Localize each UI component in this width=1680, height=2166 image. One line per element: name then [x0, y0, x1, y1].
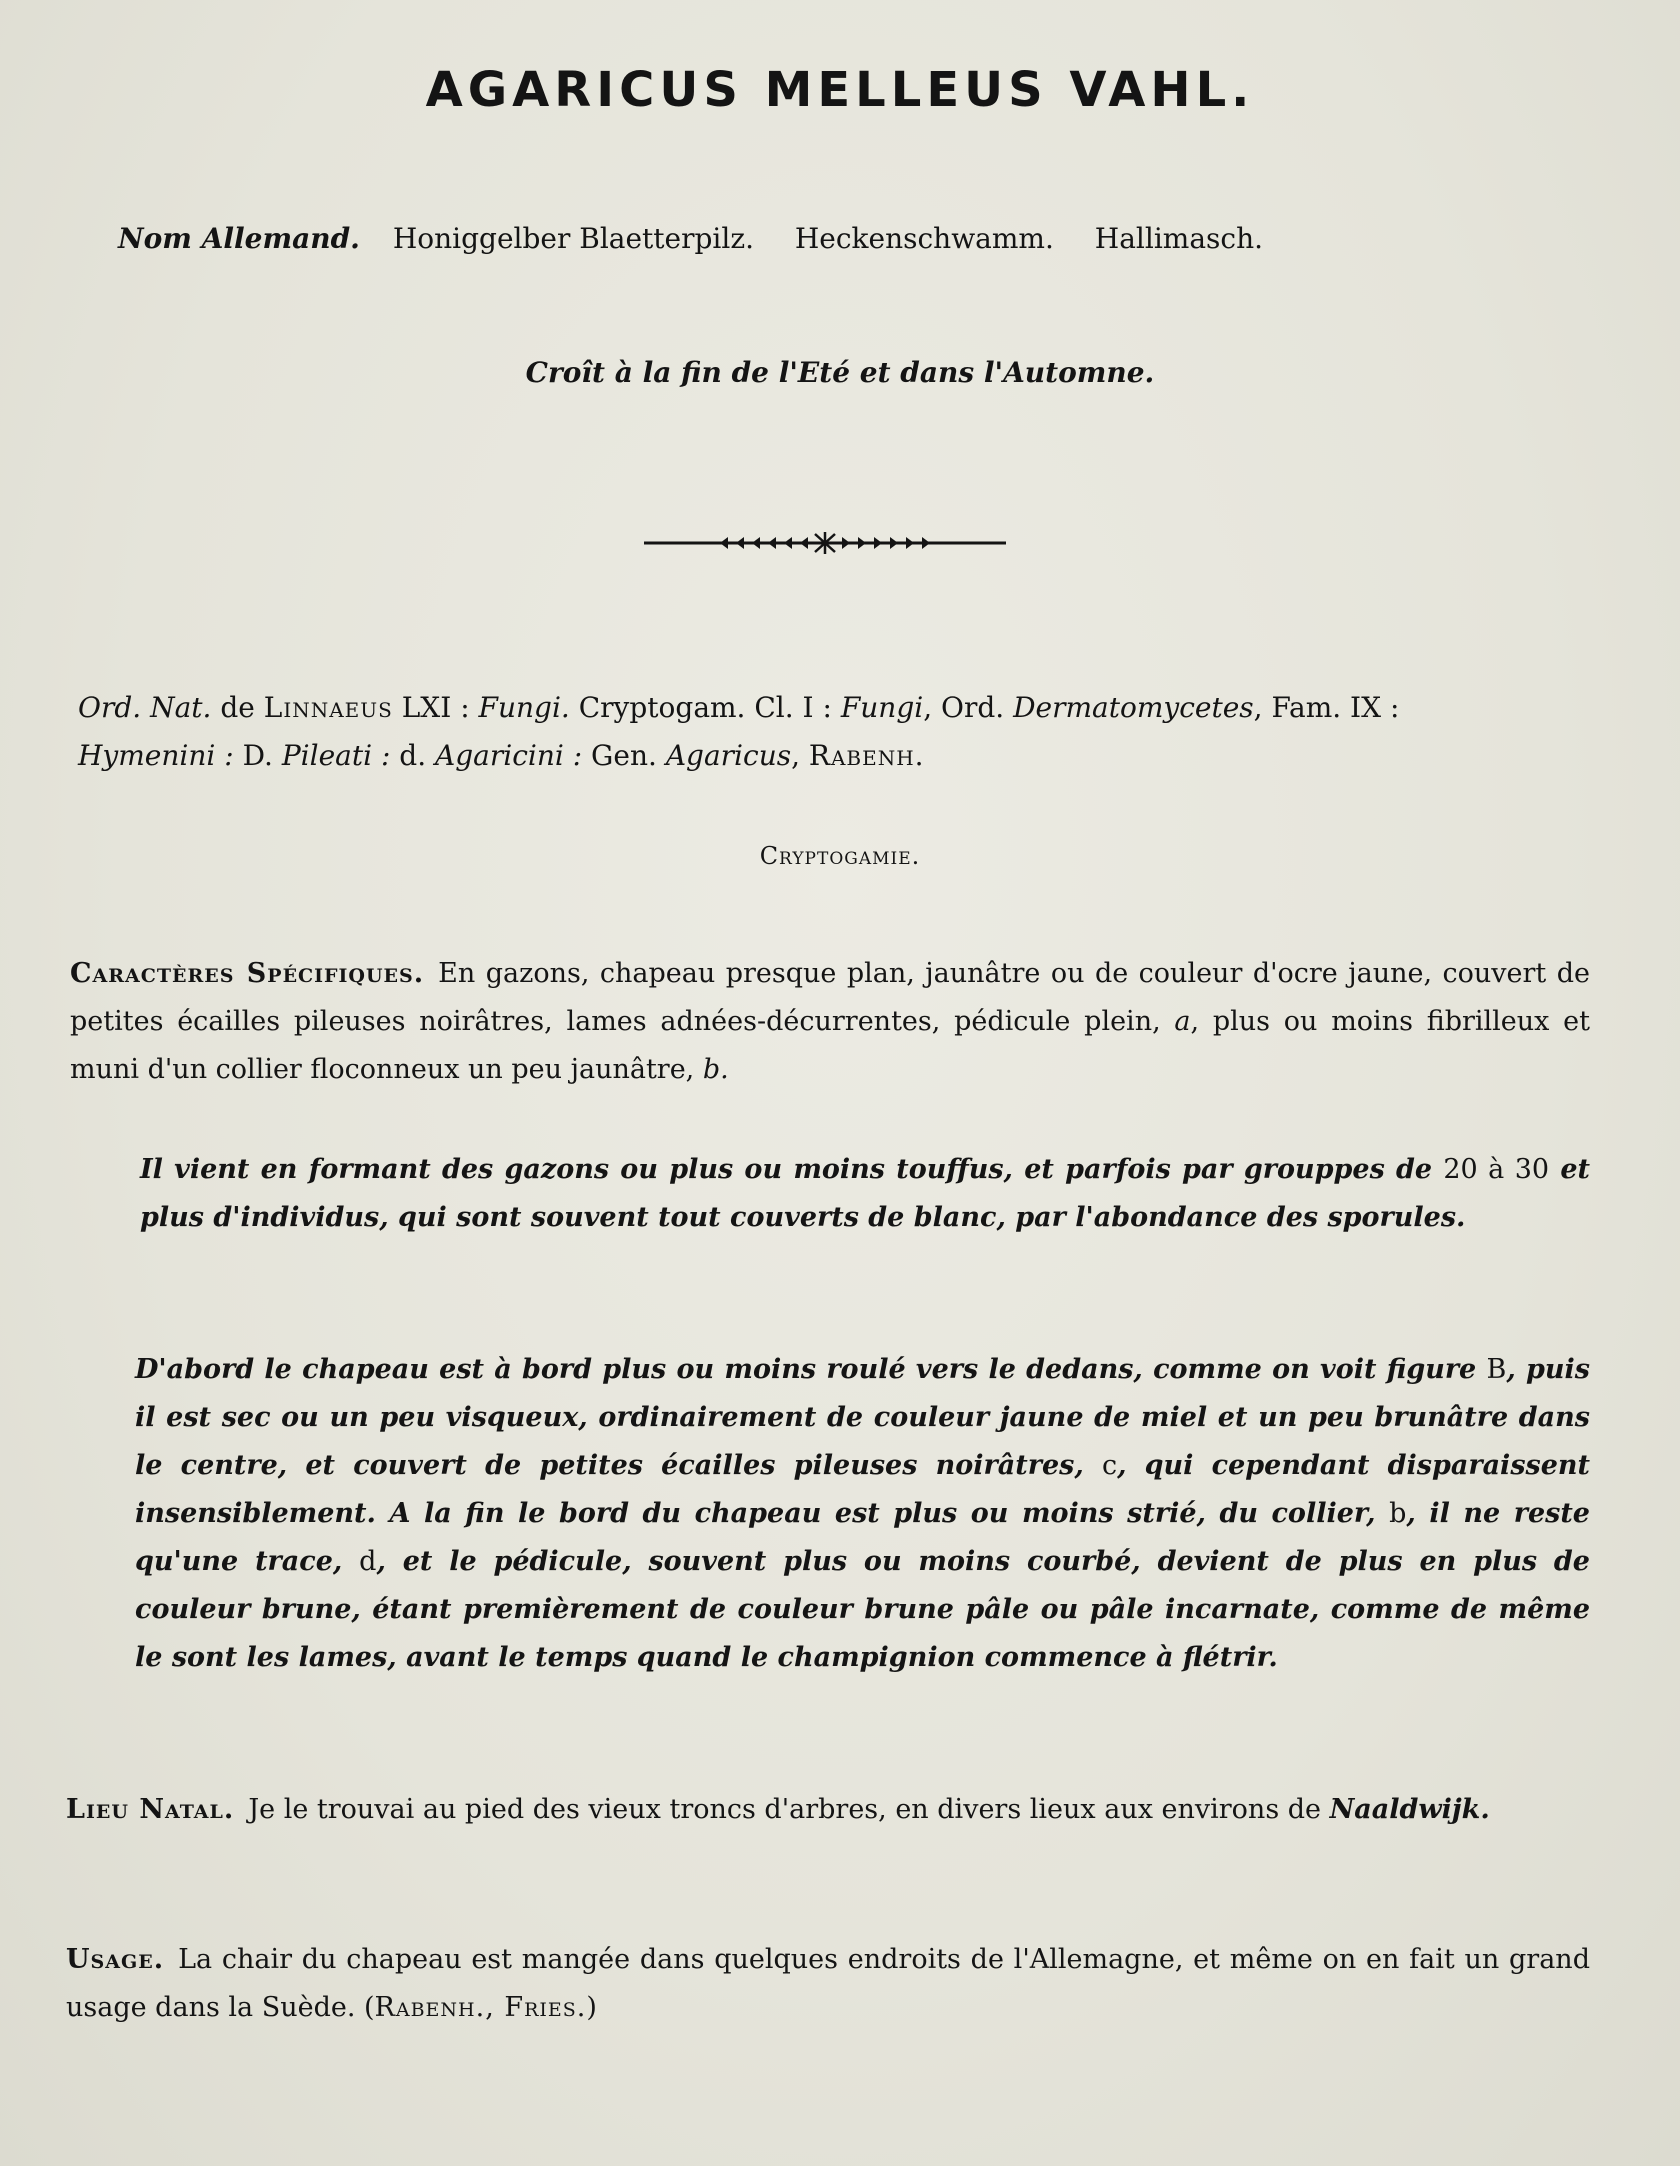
growth-paragraph: [140, 1146, 1590, 1242]
paragraph-text: Il vient en formant des gazons ou plus ou moins touffus, et parfois par grouppes de: [140, 1154, 1444, 1185]
season-line: Croît à la fin de l'Eté et dans l'Automne.: [525, 356, 1155, 389]
german-name-3: Hallimasch.: [1094, 222, 1264, 255]
class-author: Rabenh.: [808, 739, 925, 772]
section-text: En gazons, chapeau presque plan, jaunâtre ou de couleur d'ocre jaune, couvert de petites écailles pileuses noirâtres, lames adnées-décurrentes, pédicule plein,: [70, 958, 1590, 1037]
paragraph-text: , qui cependant disparaissent insensiblement. A la fin le bord du chapeau est plus ou moins strié, du collier,: [135, 1450, 1590, 1529]
section-label: Caractères Spécifiques.: [70, 958, 425, 989]
specific-characters: [70, 950, 1590, 1094]
section-text: Je le trouvai au pied des vieux troncs d'arbres, en divers lieux aux environs de: [248, 1794, 1330, 1825]
section-text: ): [586, 1992, 597, 2023]
class-text: ,: [791, 739, 809, 772]
class-text: LXI :: [392, 691, 479, 724]
class-text: Cryptogam. Cl. I :: [569, 691, 841, 724]
class-text: , Ord.: [923, 691, 1014, 724]
paragraph-text: , puis il est sec ou un peu visqueux, ordinairement de couleur jaune de miel et un peu brunâtre dans le centre, et couvert de petites écailles pileuses noirâtres,: [135, 1354, 1590, 1481]
class-text: Fungi: [840, 691, 924, 724]
paragraph-number: 20 à 30: [1443, 1154, 1550, 1185]
class-text: de: [211, 691, 264, 724]
page-title: AGARICUS MELLEUS VAHL.: [425, 62, 1255, 118]
citation: Rabenh., Fries.: [374, 1992, 587, 2023]
classification: [78, 684, 1598, 780]
figure-ref: c: [1101, 1450, 1118, 1481]
class-author: Linnaeus: [263, 691, 393, 724]
figure-ref: b.: [702, 1054, 729, 1085]
usage-section: [66, 1936, 1590, 2032]
german-name-2: Heckenschwamm.: [794, 222, 1054, 255]
figure-ref: b: [1389, 1498, 1407, 1529]
class-text: Fungi.: [478, 691, 570, 724]
german-names: [118, 222, 1295, 255]
class-text: , Fam. IX :: [1253, 691, 1400, 724]
german-names-label: Nom Allemand.: [118, 222, 360, 255]
class-text: Agaricus: [665, 739, 792, 772]
class-text: Dermatomycetes: [1013, 691, 1254, 724]
classification-line-2: [78, 732, 1598, 780]
paragraph-text: , et le pédicule, souvent plus ou moins courbé, devient de plus en plus de couleur brune, étant premièrement de couleur brune pâle ou pâle incarnate, comme de même le sont les lames, avant le temps quand le champignion commence à flétrir.: [135, 1546, 1590, 1673]
class-text: Ord. Nat.: [78, 691, 212, 724]
section-text: La chair du chapeau est mangée dans quelques endroits de l'Allemagne, et même on en fait un grand usage dans la Suède. (: [66, 1944, 1590, 2023]
paragraph-text: D'abord le chapeau est à bord plus ou moins roulé vers le dedans, comme on voit figure: [135, 1354, 1487, 1385]
figure-ref: d: [359, 1546, 377, 1577]
description-paragraph: [135, 1346, 1590, 1682]
section-label: Usage.: [66, 1944, 165, 1975]
class-text: Hymenini :: [78, 739, 234, 772]
place-name: Naaldwijk.: [1329, 1794, 1490, 1825]
paragraph-text: et plus d'individus, qui sont souvent tout couverts de blanc, par l'abondance des sporules.: [140, 1154, 1590, 1233]
class-text: d.: [390, 739, 436, 772]
ornament-divider-icon: [640, 528, 1010, 558]
class-text: D.: [233, 739, 282, 772]
class-text: Agaricini :: [435, 739, 583, 772]
figure-ref: a: [1174, 1006, 1191, 1037]
division-heading: Cryptogamie.: [759, 842, 921, 870]
paragraph-text: , il ne reste qu'une trace,: [135, 1498, 1590, 1577]
habitat-section: [66, 1786, 1590, 1834]
class-text: Gen.: [582, 739, 666, 772]
classification-line-1: [78, 684, 1598, 732]
section-text: , plus ou moins fibrilleux et muni d'un collier floconneux un peu jaunâtre,: [70, 1006, 1590, 1085]
section-label: Lieu Natal.: [66, 1794, 235, 1825]
german-name-1: Honiggelber Blaetterpilz.: [392, 222, 754, 255]
figure-ref: B: [1486, 1354, 1507, 1385]
class-text: Pileati :: [281, 739, 391, 772]
